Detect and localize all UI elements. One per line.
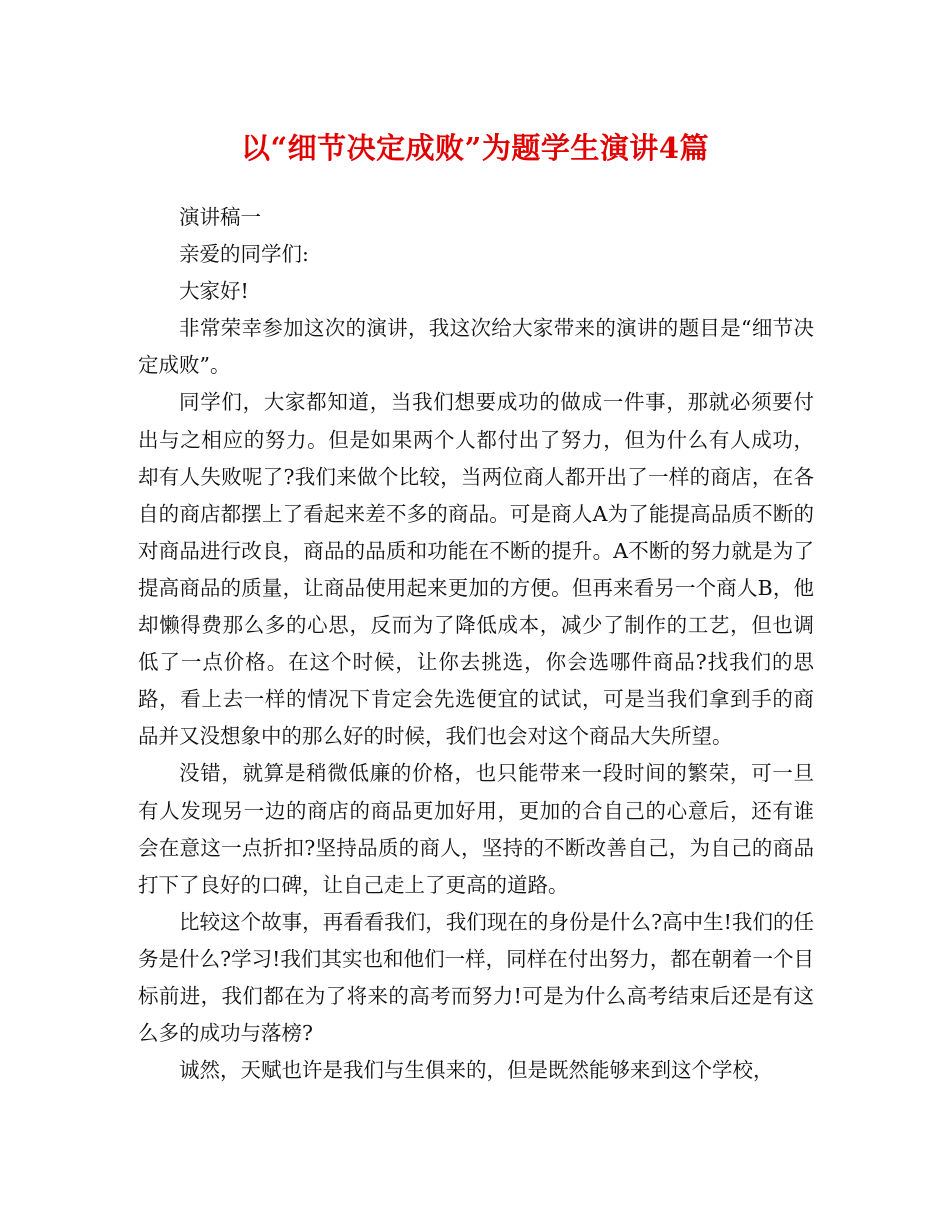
- document-title: 以“细节决定成败”为题学生演讲4篇: [240, 131, 710, 165]
- body-paragraph: 非常荣幸参加这次的演讲，我这次给大家带来的演讲的题目是“细节决定成败”。: [138, 316, 814, 378]
- document-body: [138, 199, 814, 1089]
- body-paragraph: 比较这个故事，再看看我们，我们现在的身份是什么?高中生!我们的任务是什么?学习!我们其实也和他们一样，同样在付出努力，都在朝着一个目标前进，我们都在为了将来的高考而努力!可是为什么高考结束后还是有这么多的成功与落榜?: [138, 909, 814, 1046]
- body-paragraph: 诚然，天赋也许是我们与生俱来的，但是既然能够来到这个学校，: [179, 1058, 774, 1083]
- section-heading: 演讲稿一: [179, 205, 261, 229]
- salutation: 亲爱的同学们:: [179, 242, 309, 267]
- greeting: 大家好!: [179, 279, 249, 304]
- body-paragraph: 同学们，大家都知道，当我们想要成功的做成一件事，那就必须要付出与之相应的努力。但是如果两个人都付出了努力，但为什么有人成功，却有人失败呢了?我们来做个比较，当两位商人都开出了一样的商店，在各自的商店都摆上了看起来差不多的商品。可是商人A为了能提高品质不断的对商品进行改良，商品的品质和功能在不断的提升。A不断的努力就是为了提高商品的质量，让商品使用起来更加的方便。但再来看另一个商人B，他却懒得费那么多的心思，反而为了降低成本，减少了制作的工艺，但也调低了一点价格。在这个时候，让你去挑选，你会选哪件商品?找我们的思路，看上去一样的情况下肯定会先选便宜的试试，可是当我们拿到手的商品并又没想象中的那么好的时候，我们也会对这个商品大失所望。: [138, 390, 814, 749]
- body-paragraph: 没错，就算是稍微低廉的价格，也只能带来一段时间的繁荣，可一旦有人发现另一边的商店的商品更加好用，更加的合自己的心意后，还有谁会在意这一点折扣?坚持品质的商人，坚持的不断改善自己，为自己的商品打下了良好的口碑，让自己走上了更高的道路。: [138, 761, 814, 897]
